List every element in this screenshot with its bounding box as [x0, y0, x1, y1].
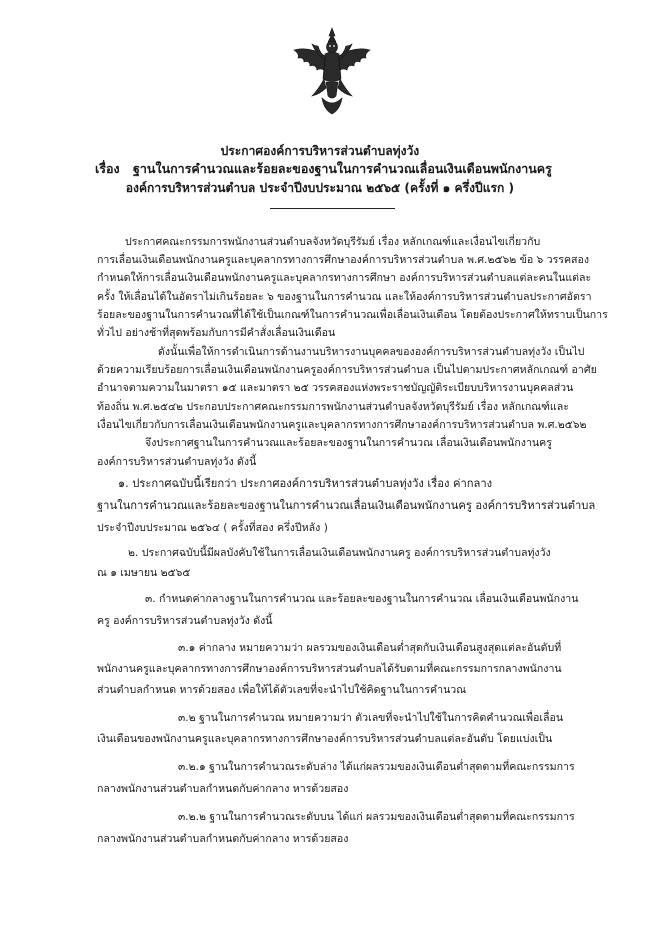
body-line: องค์การบริหารส่วนตำบลทุ่งวัง ดังนี้	[97, 456, 257, 468]
body-line: กลางพนักงานส่วนตำบลกำหนดกับค่ากลาง หารด้วยสอง	[97, 833, 349, 845]
clause-2: ๒. ประกาศฉบับนี้มีผลบังคับใช้ในการเลื่อนเงินเดือนพนักงานครู องค์การบริหารส่วนตำบลทุ่งวัง	[128, 547, 551, 559]
clause-3-2: ๓.๒ ฐานในการคำนวณ หมายความว่า ตัวเลขที่จะนำไปใช้ในการคิดคำนวณเพื่อเลื่อน	[178, 712, 564, 724]
body-line: อำนาจตามความในมาตรา ๑๕ และมาตรา ๒๕ วรรคสองแห่งพระราชบัญญัติระเบียบบริหารงานบุคคลส่วน	[97, 382, 574, 394]
clause-3-2-2: ๓.๒.๒ ฐานในการคำนวณระดับบน ได้แก่ ผลรวมของเงินเดือนต่ำสุดตามที่คณะกรรมการ	[178, 811, 575, 823]
clause-1: ๑. ประกาศฉบับนี้เรียกว่า ประกาศองค์การบริหารส่วนตำบลทุ่งวัง เรื่อง ค่ากลาง	[118, 477, 493, 490]
body-line: ท้องถิ่น พ.ศ.๒๕๔๒ ประกอบประกาศคณะกรรมการพนักงานส่วนตำบลจังหวัดบุรีรัมย์ เรื่อง หลักเกณฑ์และ	[97, 401, 569, 413]
body-line: การเลื่อนเงินเดือนพนักงานครูและบุคลากรทางการศึกษาองค์การบริหารส่วนตำบล พ.ศ.๒๕๖๒ ข้อ ๖ วรรคสอง	[97, 254, 590, 266]
body-line: ณ ๑ เมษายน ๒๕๖๕	[97, 567, 191, 579]
subject-label: เรื่อง	[95, 161, 120, 176]
body-line: จึงประกาศฐานในการคำนวณและร้อยละของฐานในการคำนวณ เลื่อนเงินเดือนพนักงานครู	[145, 437, 552, 449]
body-line: พนักงานครูและบุคลากรทางการศึกษาองค์การบริหารส่วนตำบลได้รับตามที่คณะกรรมการกลางพนักงาน	[97, 663, 562, 675]
subject-line	[95, 159, 552, 179]
clause-3-1: ๓.๑ ค่ากลาง หมายความว่า ผลรวมของเงินเดือนต่ำสุดกับเงินเดือนสูงสุดแต่ละอันดับที่	[178, 642, 562, 654]
title-underline	[270, 208, 395, 209]
body-line: เงินเดือนของพนักงานครูและบุคลากรทางการศึกษาองค์การบริหารส่วนตำบลแต่ละอันดับ โดยแบ่งเป็น	[97, 733, 553, 745]
subject-continuation: องค์การบริหารส่วนตำบล ประจำปีงบประมาณ ๒๕๖๕ (ครั้งที่ ๑ ครึ่งปีแรก )	[125, 180, 515, 195]
body-line: ประจำปีงบประมาณ ๒๕๖๔ ( ครั้งที่สอง ครึ่งปีหลัง )	[97, 522, 328, 534]
body-line: กลางพนักงานส่วนตำบลกำหนดกับค่ากลาง หารด้วยสอง	[97, 783, 349, 795]
body-line: ด้วยความเรียบร้อยการเลื่อนเงินเดือนพนักงานครูองค์การบริหารส่วนตำบล เป็นไปตามประกาศหลักเกณฑ์ อาศัย	[97, 364, 597, 376]
clause-3-2-1: ๓.๒.๑ ฐานในการคำนวณระดับล่าง ได้แก่ผลรวมของเงินเดือนต่ำสุดตามที่คณะกรรมการ	[178, 761, 575, 773]
announcement-title: ประกาศองค์การบริหารส่วนตำบลทุ่งวัง	[220, 143, 420, 158]
garuda-emblem-icon	[282, 24, 382, 124]
body-line: กำหนดให้การเลื่อนเงินเดือนพนักงานครูและบุคลากรทางการศึกษา องค์การบริหารส่วนตำบลแต่ละคนในแต่ละ	[97, 272, 592, 284]
body-line: ครั้ง ให้เลื่อนได้ในอัตราไม่เกินร้อยละ ๖ ของฐานในการคำนวณ และให้องค์การบริหารส่วนตำบลประกาศอัตรา	[97, 291, 592, 303]
clause-3: ๓. กำหนดค่ากลางฐานในการคำนวณ และร้อยละของฐานในการคำนวณ เลื่อนเงินเดือนพนักงาน	[145, 593, 579, 605]
body-line: ครู องค์การบริหารส่วนตำบลทุ่งวัง ดังนี้	[97, 615, 273, 627]
body-line: ทั่วไป อย่างช้าที่สุดพร้อมกับการมีคำสั่งเลื่อนเงินเดือน	[97, 327, 336, 339]
body-line: ประกาศคณะกรรมการพนักงานส่วนตำบลจังหวัดบุรีรัมย์ เรื่อง หลักเกณฑ์และเงื่อนไขเกี่ยวกับ	[125, 236, 541, 248]
body-line: เงื่อนไขเกี่ยวกับการเลื่อนเงินเดือนพนักงานครูและบุคลากรทางการศึกษาองค์การบริหารส่วนตำบล พ.ศ.๒๕๖๒	[97, 419, 587, 431]
body-line: ส่วนตำบลกำหนด หารด้วยสอง เพื่อให้ได้ตัวเลขที่จะนำไปใช้คิดฐานในการคำนวณ	[97, 684, 467, 696]
body-line: ดังนั้นเพื่อให้การดำเนินการด้านงานบริหารงานบุคคลขององค์การบริหารส่วนตำบลทุ่งวัง เป็นไป	[158, 346, 585, 358]
subject-text: ฐานในการคำนวณและร้อยละของฐานในการคำนวณเลื่อนเงินเดือนพนักงานครู	[133, 161, 552, 176]
body-line: ฐานในการคำนวณและร้อยละของฐานในการคำนวณเลื่อนเงินเดือนพนักงานครู องค์การบริหารส่วนตำบล	[97, 499, 596, 512]
body-line: ร้อยละของฐานในการคำนวณที่ได้ใช้เป็นเกณฑ์ในการคำนวณเพื่อเลื่อนเงินเดือน โดยต้องประกาศให้ทราบเป็นการ	[97, 309, 608, 321]
